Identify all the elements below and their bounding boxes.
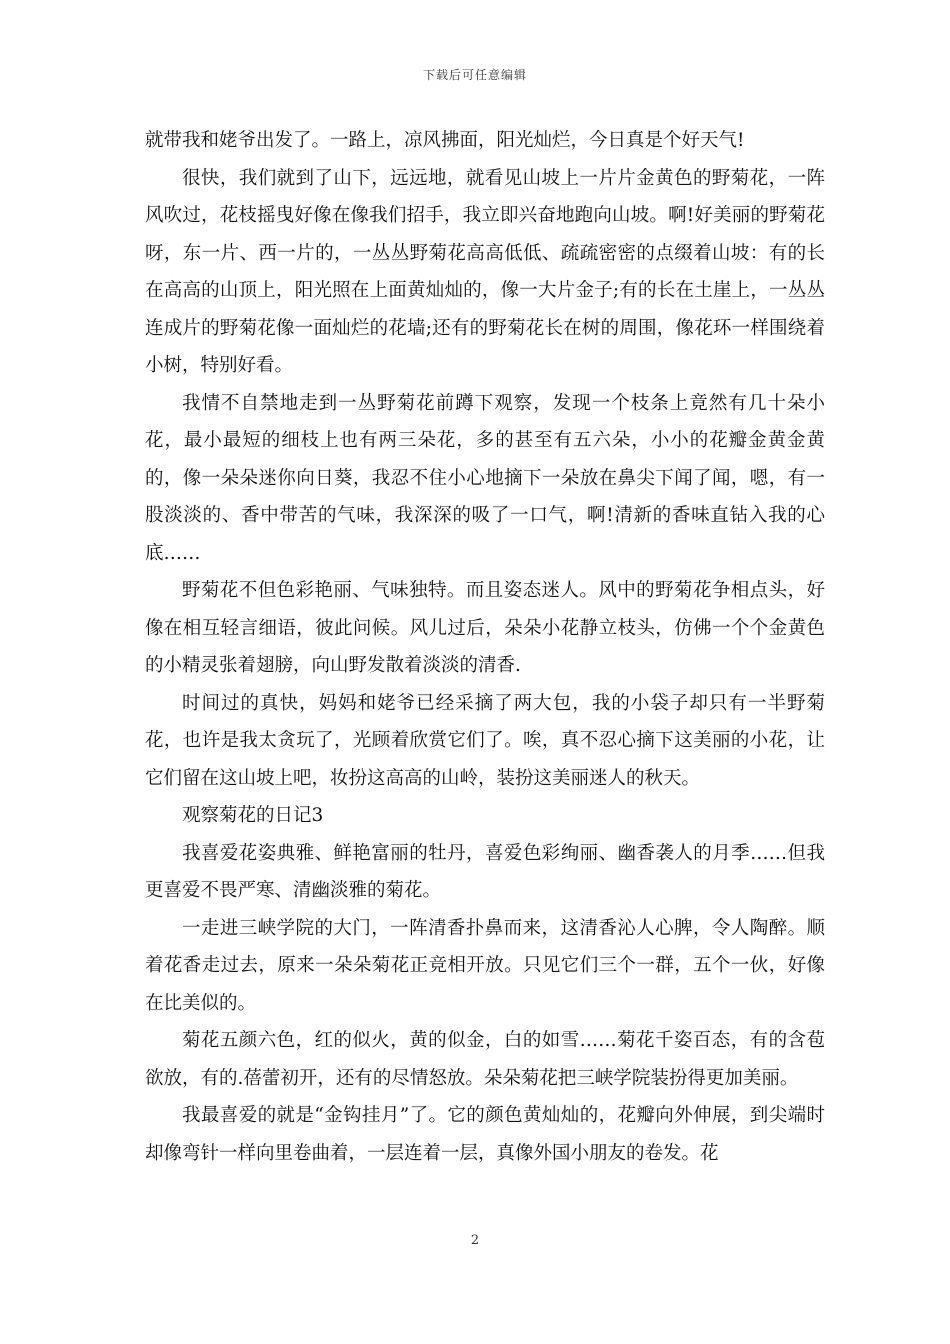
paragraph-7: 一走进三峡学院的大门，一阵清香扑鼻而来，这清香沁人心脾，令人陶醉。顺着花香走过去，原来一朵朵菊花正竞相开放。只见它们三个一群，五个一伙，好像在比美似的。 (145, 917, 825, 1014)
page-number: 2 (470, 1233, 480, 1248)
paragraph-1: 就带我和姥爷出发了。一路上，凉风拂面，阳光灿烂，今日真是个好天气! (145, 130, 745, 151)
section-heading: 观察菊花的日记3 (182, 805, 324, 826)
paragraph-3: 我情不自禁地走到一丛野菊花前蹲下观察，发现一个枝条上竟然有几十朵小花，最小最短的细枝上也有两三朵花，多的甚至有五六朵，小小的花瓣金黄金黄的，像一朵朵迷你向日葵，我忍不住小心地摘下一朵放在鼻尖下闻了闻，嗯，有一股淡淡的、香中带苦的气味，我深深的吸了一口气，啊!清新的香味直钻入我的心底…… (145, 392, 825, 564)
document-body (145, 122, 825, 1172)
paragraph-8: 菊花五颜六色，红的似火，黄的似金，白的如雪……菊花千姿百态，有的含苞欲放，有的.蓓蕾初开，还有的尽情怒放。朵朵菊花把三峡学院装扮得更加美丽。 (145, 1030, 825, 1089)
paragraph-2: 很快，我们就到了山下，远远地，就看见山坡上一片片金黄色的野菊花，一阵风吹过，花枝摇曳好像在像我们招手，我立即兴奋地跑向山坡。啊!好美丽的野菊花呀，东一片、西一片的，一丛丛野菊花高高低低、疏疏密密的点缀着山坡：有的长在高高的山顶上，阳光照在上面黄灿灿的，像一大片金子;有的长在土崖上，一丛丛连成片的野菊花像一面灿烂的花墙;还有的野菊花长在树的周围，像花环一样围绕着小树，特别好看。 (145, 167, 825, 376)
paragraph-5: 时间过的真快，妈妈和姥爷已经采摘了两大包，我的小袋子却只有一半野菊花，也许是我太贪玩了，光顾着欣赏它们了。唉，真不忍心摘下这美丽的小花，让它们留在这山坡上吧，妆扮这高高的山岭，装扮这美丽迷人的秋天。 (145, 692, 825, 789)
paragraph-9: 我最喜爱的就是“金钩挂月”了。它的颜色黄灿灿的，花瓣向外伸展，到尖端时却像弯针一样向里卷曲着，一层连着一层，真像外国小朋友的卷发。花 (145, 1105, 825, 1164)
paragraph-4: 野菊花不但色彩艳丽、气味独特。而且姿态迷人。风中的野菊花争相点头，好像在相互轻言细语，彼此问候。风儿过后，朵朵小花静立枝头，仿佛一个个金黄色的小精灵张着翅膀，向山野发散着淡淡的清香. (145, 580, 825, 676)
page-header: 下载后可任意编辑 (422, 68, 527, 82)
paragraph-6: 我喜爱花姿典雅、鲜艳富丽的牡丹，喜爱色彩绚丽、幽香袭人的月季……但我更喜爱不畏严寒、清幽淡雅的菊花。 (145, 842, 825, 901)
